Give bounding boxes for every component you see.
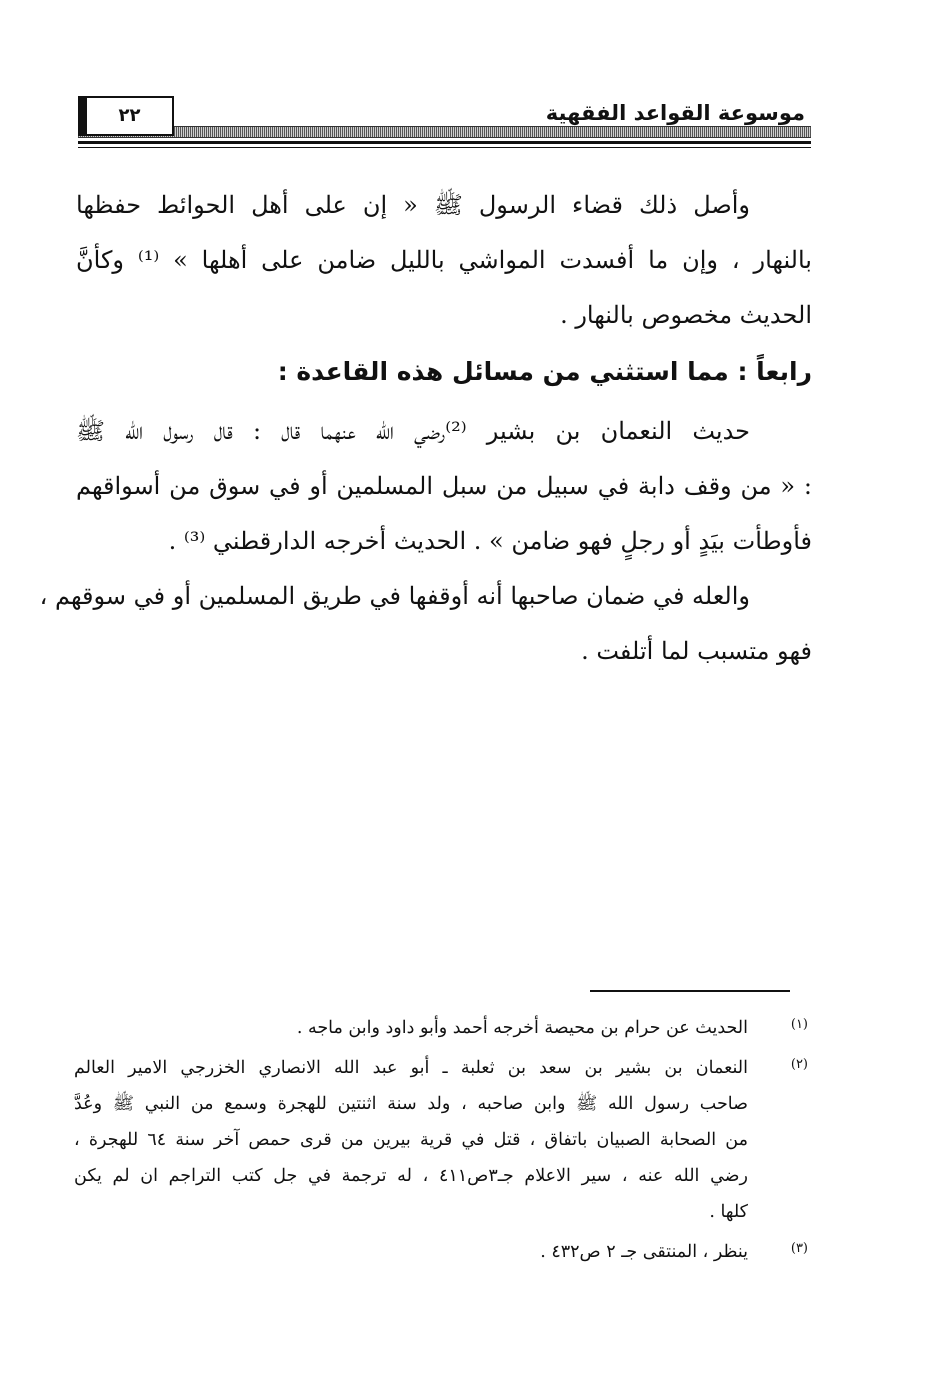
footnote-line: من الصحابة الصبيان باتفاق ، قتل في قرية بيرين من قرى حمص آخر سنة ٦٤ للهجرة ، [74, 1130, 749, 1150]
text-line: فهو متسبب لما أتلفت . [581, 637, 812, 665]
running-title: موسوعة القواعد الفقهية [540, 100, 811, 126]
page-number: ٢٢ [118, 105, 141, 126]
footnote-line: كلها . [709, 1202, 748, 1222]
text-line: الحديث مخصوص بالنهار . [560, 301, 812, 329]
footnote-number: (٣) [790, 1241, 808, 1256]
header-hatched-band [78, 126, 811, 138]
footnote-3 [74, 1234, 810, 1270]
footnote-line: ينظر ، المنتقى جـ ٢ ص٤٣٢ . [540, 1242, 748, 1262]
text-line: حديث النعمان بن بشير ⁽²⁾رضي الله عنهما قال : قال رسول الله ﷺ [76, 417, 751, 445]
footnote-line: صاحب رسول الله ﷺ وابن صاحبه ، ولد سنة اثنتين للهجرة وسمع من النبي ﷺ وعُدَّ [74, 1094, 748, 1114]
section-heading: رابعاً : مما استثني من مسائل هذه القاعدة : [277, 357, 812, 386]
text-line: والعله في ضمان صاحبها أنه أوقفها في طريق المسلمين أو في سوقهم ، [39, 582, 750, 610]
footnote-number: (١) [790, 1017, 808, 1032]
main-text [39, 178, 812, 679]
text-line: : « من وقف دابة في سبيل من سبل المسلمين أو في سوق من أسواقهم [76, 472, 812, 500]
footnote-line: رضي الله عنه ، سير الاعلام جـ٣ص٤١١ ، له ترجمة في جل كتب التراجم ان لم يكن [74, 1166, 748, 1186]
text-line: فأوطأت بيَدٍ أو رجلٍ فهو ضامن » . الحديث أخرجه الدارقطني ⁽³⁾ . [168, 527, 812, 555]
header-thick-rule [78, 141, 811, 144]
text-line: بالنهار ، وإن ما أفسدت المواشي بالليل ضامن على أهلها » ⁽¹⁾ وكأنَّ [76, 246, 812, 274]
footnote-line: النعمان بن بشير بن سعد بن ثعلبة ـ أبو عبد الله الانصاري الخزرجي الامير العالم [74, 1058, 748, 1078]
footnote-2 [74, 1050, 810, 1230]
page-number-box [78, 96, 174, 136]
header-thin-rule [78, 147, 811, 148]
running-header [78, 96, 811, 152]
text-line: وأصل ذلك قضاء الرسول ﷺ « إن على أهل الحوائط حفظها [76, 191, 750, 219]
footnote-number: (٢) [790, 1057, 808, 1072]
footnotes [74, 1010, 810, 1274]
footnote-separator [590, 990, 790, 992]
footnote-1 [74, 1010, 810, 1046]
footnote-line: الحديث عن حرام بن محيصة أخرجه أحمد وأبو داود وابن ماجه . [296, 1018, 748, 1038]
